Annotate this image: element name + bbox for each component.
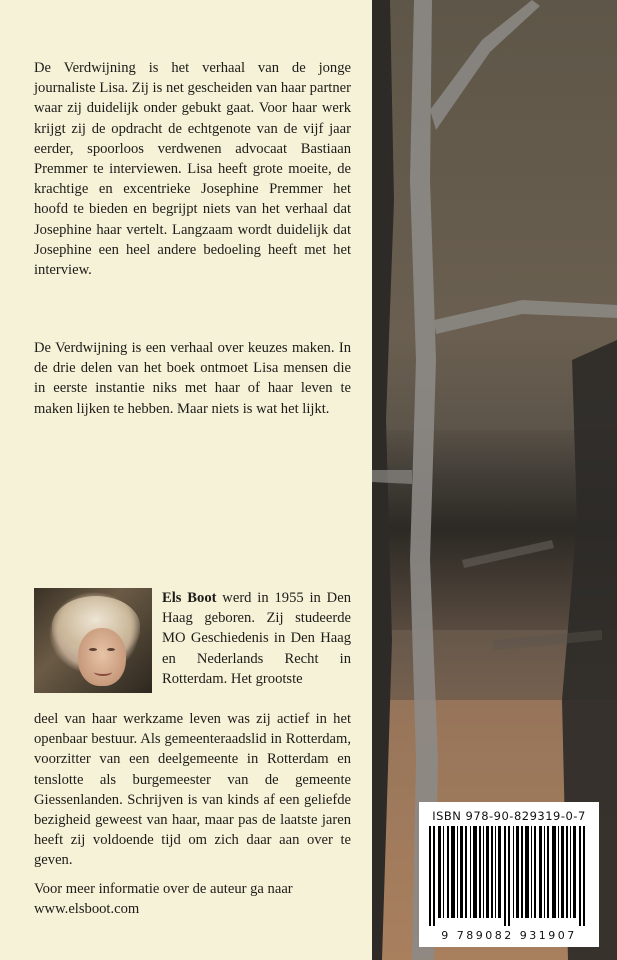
more-info (34, 879, 351, 919)
barcode-digits: 9 789082 931907 (441, 929, 577, 942)
more-info-text: Voor meer informatie over de auteur ga naar (34, 881, 293, 897)
author-bio-intro-text: werd in 1955 in Den Haag geboren. Zij studeerde MO Geschiedenis in Den Haag en Nederlands Recht in Rotterdam. Het grootste (162, 590, 351, 687)
author-bio-continued: deel van haar werkzame leven was zij actief in het openbaar bestuur. Als gemeenteraadslid in Rotterdam, voorzitter van een deelgemeente in Rotterdam en tenslotte als burgemeester van de gemeente Giessenlanden. Schrijven is van kinds af een geliefde bezigheid geweest van haar, maar pas de laatste jaren heeft zij voldoende tijd om zich daar aan over te geven. (34, 711, 351, 869)
author-photo (34, 588, 152, 693)
isbn-barcode (419, 802, 599, 947)
isbn-label: ISBN 978-90-829319-0-7 (432, 809, 586, 823)
author-bio-intro (162, 588, 351, 689)
blurb-paragraph-2: De Verdwijning is een verhaal over keuzes maken. In de drie delen van het boek ontmoet Lisa mensen die in eerste instantie niks met haar of haar leven te maken lijken te hebben. Maar niets is wat het lijkt. (34, 340, 351, 417)
barcode-bars (429, 826, 589, 926)
author-name: Els Boot (162, 590, 217, 606)
blurb-paragraph-1: De Verdwijning is het verhaal van de jonge journaliste Lisa. Zij is net gescheiden van haar partner waar zij duidelijk onder gebukt gaat. Voor haar werk krijgt zij de opdracht de echtgenote van de vijf jaar eerder, spoorloos verdwenen advocaat Bastiaan Premmer te interviewen. Lisa heeft grote moeite, de krachtige en excentrieke Josephine Premmer het hoofd te bieden en begrijpt niets van het verhaal dat Josephine haar vertelt. Langzaam wordt duidelijk dat Josephine een heel andere bedoeling heeft met het interview. (34, 60, 351, 279)
author-website-link[interactable]: www.elsboot.com (34, 901, 140, 918)
